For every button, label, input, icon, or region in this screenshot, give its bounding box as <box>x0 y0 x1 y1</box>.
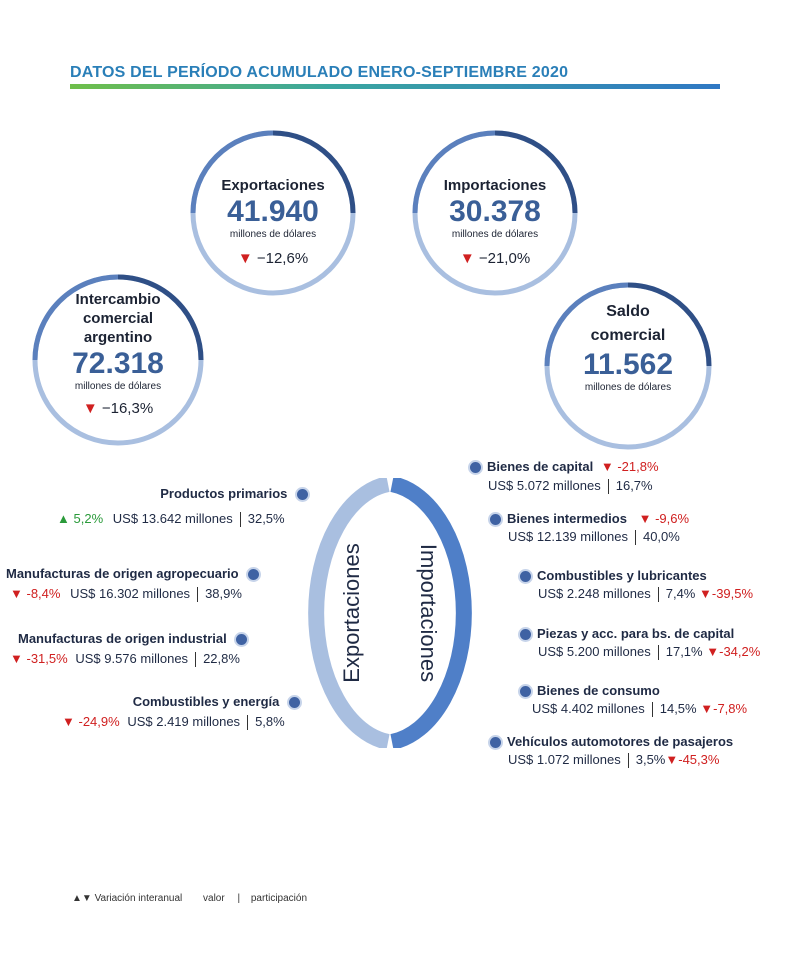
bullet-icon <box>520 686 531 697</box>
rubro-name: Manufacturas de origen agropecuario <box>6 566 239 581</box>
value: US$ 5.072 millones <box>488 478 601 493</box>
list-item <box>18 630 247 648</box>
variation: -39,5% <box>711 586 754 601</box>
separator <box>635 530 636 545</box>
importaciones-value: 30.378 <box>449 195 541 228</box>
value: US$ 16.302 millones <box>70 586 191 601</box>
share: 5,8% <box>255 714 285 729</box>
value: US$ 1.072 millones <box>508 752 621 767</box>
bullet-icon <box>520 571 531 582</box>
down-arrow-icon: ▼ <box>700 701 714 716</box>
list-item <box>520 625 734 643</box>
intercambio-card <box>30 272 206 448</box>
exportaciones-label: Exportaciones <box>221 177 325 194</box>
down-arrow-icon: ▼ <box>62 714 75 729</box>
separator <box>195 652 196 667</box>
rubro-name: Manufacturas de origen industrial <box>18 631 227 646</box>
share: 3,5% <box>635 752 666 767</box>
bullet-icon <box>289 697 300 708</box>
list-item <box>508 751 719 769</box>
list-item <box>133 693 300 711</box>
center-arcs <box>300 478 480 748</box>
separator <box>658 645 659 660</box>
variation: -7,8% <box>713 701 748 716</box>
value: US$ 4.402 millones <box>532 701 645 716</box>
variation: 5,2% <box>73 511 104 526</box>
bullet-icon <box>297 489 308 500</box>
bullet-icon <box>490 737 501 748</box>
down-arrow-icon: ▼ <box>237 250 253 267</box>
bullet-icon <box>248 569 259 580</box>
down-arrow-icon: ▼ <box>638 511 652 526</box>
exportaciones-value: 41.940 <box>227 195 319 228</box>
intercambio-value: 72.318 <box>72 347 164 380</box>
saldo-unit: millones de dólares <box>584 382 672 393</box>
rubro-name: Bienes intermedios <box>507 511 627 526</box>
legend-value: valor <box>203 893 225 904</box>
separator <box>247 715 248 730</box>
list-item <box>538 643 760 661</box>
down-arrow-icon: ▼ <box>10 651 23 666</box>
down-arrow-icon: ▼ <box>665 752 679 767</box>
bullet-icon <box>520 629 531 640</box>
list-item <box>508 528 680 546</box>
value: US$ 5.200 millones <box>538 644 651 659</box>
value: US$ 2.248 millones <box>538 586 651 601</box>
share: 22,8% <box>203 651 240 666</box>
separator <box>658 587 659 602</box>
importaciones-arc-label: Importaciones <box>416 543 441 683</box>
rubro-name: Piezas y acc. para bs. de capital <box>537 626 735 641</box>
legend-separator: | <box>237 893 241 904</box>
legend <box>72 893 307 904</box>
intercambio-label-3: argentino <box>83 329 153 346</box>
share: 32,5% <box>247 511 285 526</box>
separator <box>652 702 653 717</box>
rubro-name: Bienes de capital <box>487 459 594 474</box>
separator <box>240 512 241 527</box>
bullet-icon <box>490 514 501 525</box>
list-item <box>488 477 653 495</box>
legend-variation: Variación interanual <box>94 893 183 904</box>
up-arrow-icon: ▲ <box>57 511 70 526</box>
value: US$ 9.576 millones <box>75 651 189 666</box>
intercambio-unit: millones de dólares <box>74 381 162 392</box>
value: US$ 13.642 millones <box>112 511 233 526</box>
variation: -8,4% <box>26 586 61 601</box>
separator <box>197 587 198 602</box>
intercambio-label-2: comercial <box>82 310 154 327</box>
variation: -45,3% <box>678 752 720 767</box>
down-arrow-icon: ▼ <box>82 400 98 417</box>
down-arrow-icon: ▼ <box>699 586 712 601</box>
list-item <box>160 485 308 503</box>
down-arrow-icon: ▼ <box>459 250 475 267</box>
list-item <box>532 700 747 718</box>
variation: -34,2% <box>719 644 761 659</box>
rubro-name: Bienes de consumo <box>537 683 660 698</box>
legend-arrows-icon: ▲▼ <box>72 893 92 904</box>
share: 16,7% <box>615 478 653 493</box>
list-item <box>470 458 659 476</box>
importaciones-label: Importaciones <box>443 177 547 194</box>
bullet-icon <box>236 634 247 645</box>
rubro-name: Vehículos automotores de pasajeros <box>507 734 734 749</box>
saldo-value: 11.562 <box>582 348 674 381</box>
importaciones-variation: −21,0% <box>478 250 531 267</box>
list-item <box>57 510 285 528</box>
legend-share: participación <box>250 893 308 904</box>
list-item <box>10 650 240 668</box>
exportaciones-arc-label: Exportaciones <box>339 543 364 683</box>
saldo-card <box>542 280 714 452</box>
page-title: DATOS DEL PERÍODO ACUMULADO ENERO-SEPTIEMBRE 2020 <box>70 64 569 81</box>
list-item <box>490 733 733 751</box>
list-item <box>538 585 753 603</box>
list-item <box>520 567 707 585</box>
list-item <box>520 682 660 700</box>
saldo-label-2: comercial <box>590 327 666 344</box>
share: 38,9% <box>205 586 242 601</box>
list-item <box>490 510 689 528</box>
exportaciones-variation: −12,6% <box>256 250 309 267</box>
list-item <box>6 565 259 583</box>
down-arrow-icon: ▼ <box>600 459 614 474</box>
separator <box>628 753 629 768</box>
importaciones-card <box>410 128 580 298</box>
title-underline <box>70 84 720 89</box>
list-item <box>62 713 285 731</box>
value: US$ 2.419 millones <box>127 714 241 729</box>
rubro-name: Combustibles y energía <box>132 694 280 709</box>
share: 14,5% <box>659 701 697 716</box>
variation: -24,9% <box>78 714 120 729</box>
exportaciones-card <box>188 128 358 298</box>
variation: -9,6% <box>655 511 690 526</box>
bullet-icon <box>470 462 481 473</box>
variation: -31,5% <box>26 651 68 666</box>
variation: -21,8% <box>617 459 659 474</box>
rubro-name: Productos primarios <box>160 486 288 501</box>
saldo-label-1: Saldo <box>606 303 650 320</box>
share: 7,4% <box>665 586 696 601</box>
value: US$ 12.139 millones <box>508 529 628 544</box>
down-arrow-icon: ▼ <box>10 586 23 601</box>
rubro-name: Combustibles y lubricantes <box>537 568 707 583</box>
intercambio-variation: −16,3% <box>101 400 154 417</box>
intercambio-label-1: Intercambio <box>75 291 161 308</box>
separator <box>608 479 609 494</box>
exportaciones-unit: millones de dólares <box>229 229 317 240</box>
share: 17,1% <box>665 644 703 659</box>
importaciones-unit: millones de dólares <box>451 229 539 240</box>
down-arrow-icon: ▼ <box>706 644 720 659</box>
share: 40,0% <box>642 529 680 544</box>
list-item <box>10 585 242 603</box>
